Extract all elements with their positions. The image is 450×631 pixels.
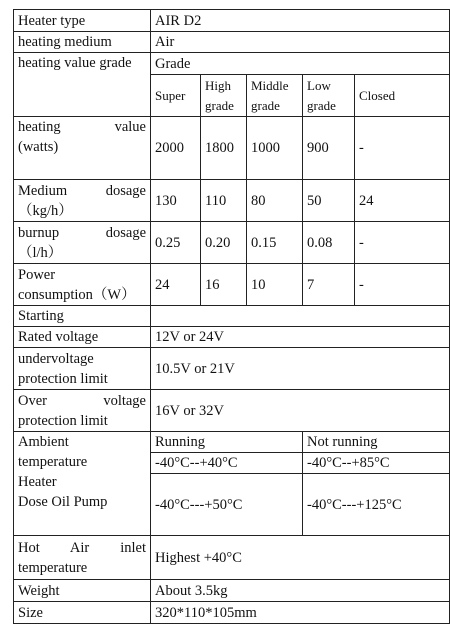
row-overvoltage	[14, 390, 450, 432]
medium-dosage-label-line1: Medium dosage	[18, 182, 146, 199]
ambient-label-line4: Dose Oil Pump	[18, 494, 108, 510]
row-ambient-header	[14, 432, 450, 453]
heater-not-running-temp: -40°C--+85°C	[303, 453, 450, 474]
row-hot-air	[14, 536, 450, 580]
heating-medium-label: heating medium	[14, 32, 151, 53]
burnup-dosage-label-line2: （l/h）	[18, 244, 63, 261]
starting-value	[151, 306, 450, 327]
power-consumption-high: 16	[201, 264, 247, 306]
overvoltage-label-line2: protection limit	[18, 412, 108, 429]
starting-label: Starting	[14, 306, 151, 327]
hot-air-value: Highest +40°C	[151, 536, 450, 580]
overvoltage-label	[14, 390, 151, 432]
power-consumption-closed: -	[355, 264, 450, 306]
grade-low: Low grade	[303, 75, 355, 117]
row-weight	[14, 580, 450, 602]
size-value: 320*110*105mm	[151, 602, 450, 624]
medium-dosage-low: 50	[303, 180, 355, 222]
medium-dosage-label	[14, 180, 151, 222]
power-consumption-middle: 10	[247, 264, 303, 306]
burnup-dosage-closed: -	[355, 222, 450, 264]
undervoltage-label-line2: protection limit	[18, 370, 108, 387]
not-running-header: Not running	[303, 432, 450, 453]
row-heating-medium	[14, 32, 450, 53]
heating-value-high: 1800	[201, 117, 247, 180]
ambient-label-line3: Heater	[18, 474, 57, 490]
weight-value: About 3.5kg	[151, 580, 450, 602]
heating-value-label-line1: heating value	[18, 119, 146, 135]
heating-value-label	[14, 117, 151, 180]
rated-voltage-label: Rated voltage	[14, 327, 151, 348]
size-label: Size	[14, 602, 151, 624]
heater-running-temp: -40°C--+40°C	[151, 453, 303, 474]
row-burnup-dosage	[14, 222, 450, 264]
burnup-dosage-middle: 0.15	[247, 222, 303, 264]
ambient-label-line2: temperature	[18, 454, 88, 470]
hot-air-label-line1: Hot Air inlet	[18, 539, 146, 556]
row-heater-type	[14, 10, 450, 32]
row-heating-value	[14, 117, 450, 180]
spec-table	[13, 9, 450, 624]
hot-air-label	[14, 536, 151, 580]
power-consumption-label-line1: Power	[18, 266, 56, 283]
hot-air-label-line2: temperature	[18, 559, 88, 576]
undervoltage-value: 10.5V or 21V	[151, 348, 450, 390]
heating-value-low: 900	[303, 117, 355, 180]
row-undervoltage	[14, 348, 450, 390]
grade-high: High grade	[201, 75, 247, 117]
overvoltage-value: 16V or 32V	[151, 390, 450, 432]
row-rated-voltage	[14, 327, 450, 348]
burnup-dosage-label-line1: burnup dosage	[18, 224, 146, 241]
row-grade	[14, 53, 450, 75]
heating-value-closed: -	[355, 117, 450, 180]
ambient-label	[14, 432, 151, 536]
heating-value-label-line2: (watts)	[18, 139, 59, 155]
power-consumption-low: 7	[303, 264, 355, 306]
power-consumption-label-line2: consumption（W）	[18, 286, 136, 303]
heater-type-value: AIR D2	[151, 10, 450, 32]
burnup-dosage-low: 0.08	[303, 222, 355, 264]
row-power-consumption	[14, 264, 450, 306]
overvoltage-label-line1: Over voltage	[18, 392, 146, 409]
burnup-dosage-super: 0.25	[151, 222, 201, 264]
heating-medium-value: Air	[151, 32, 450, 53]
weight-label: Weight	[14, 580, 151, 602]
medium-dosage-label-line2: （kg/h）	[18, 202, 73, 219]
medium-dosage-closed: 24	[355, 180, 450, 222]
grade-super: Super	[151, 75, 201, 117]
power-consumption-super: 24	[151, 264, 201, 306]
heater-type-label: Heater type	[14, 10, 151, 32]
row-size	[14, 602, 450, 624]
grade-value: Grade	[151, 53, 450, 75]
burnup-dosage-label	[14, 222, 151, 264]
pump-running-temp: -40°C---+50°C	[151, 474, 303, 536]
grade-label: heating value grade	[14, 53, 151, 117]
ambient-label-line1: Ambient	[18, 434, 69, 450]
rated-voltage-value: 12V or 24V	[151, 327, 450, 348]
heating-value-super: 2000	[151, 117, 201, 180]
undervoltage-label-line1: undervoltage	[18, 350, 94, 367]
grade-middle: Middle grade	[247, 75, 303, 117]
grade-closed: Closed	[355, 75, 450, 117]
row-starting	[14, 306, 450, 327]
row-medium-dosage	[14, 180, 450, 222]
burnup-dosage-high: 0.20	[201, 222, 247, 264]
medium-dosage-high: 110	[201, 180, 247, 222]
running-header: Running	[151, 432, 303, 453]
power-consumption-label	[14, 264, 151, 306]
undervoltage-label	[14, 348, 151, 390]
pump-not-running-temp: -40°C---+125°C	[303, 474, 450, 536]
medium-dosage-middle: 80	[247, 180, 303, 222]
medium-dosage-super: 130	[151, 180, 201, 222]
heating-value-middle: 1000	[247, 117, 303, 180]
